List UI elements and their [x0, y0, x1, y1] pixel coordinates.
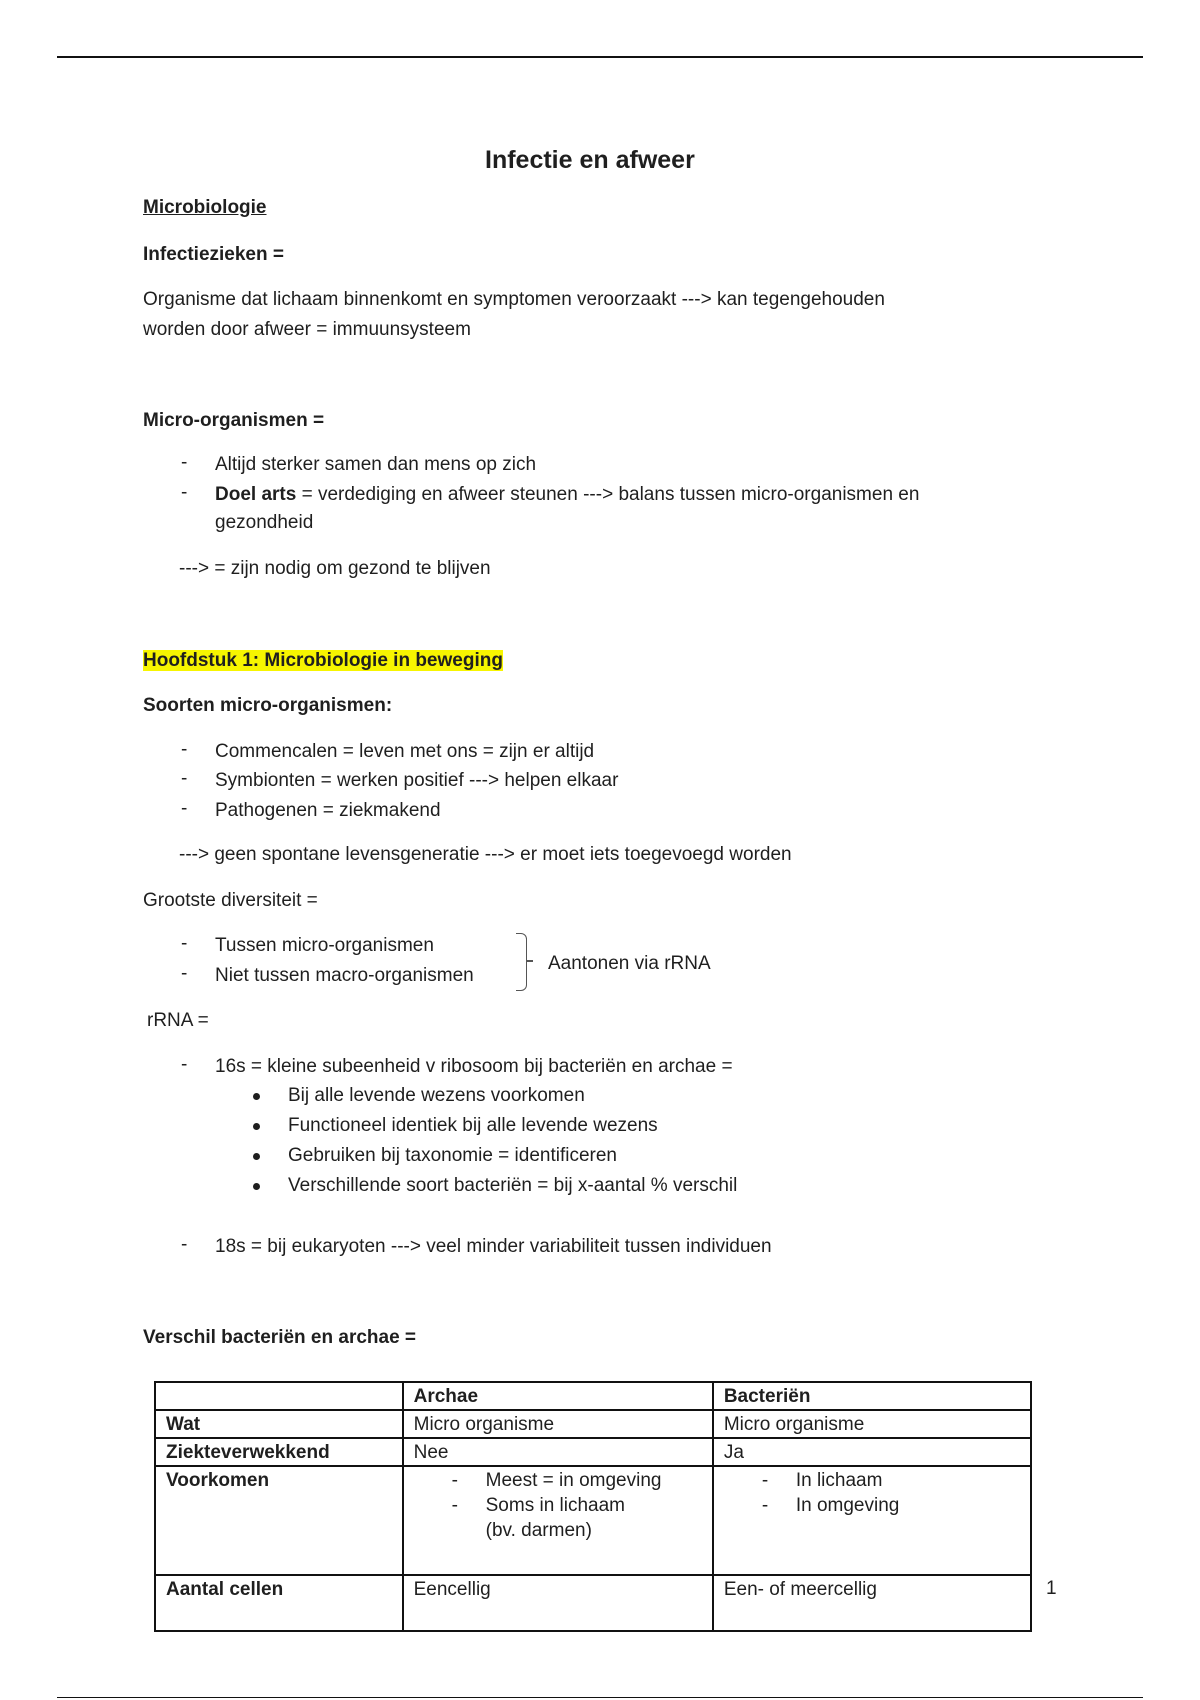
- bottom-rule: [57, 1697, 1143, 1698]
- brace-label: Aantonen via rRNA: [548, 953, 711, 974]
- arrow-note: ---> geen spontane levensgeneratie ---> er moet iets toegevoegd worden: [179, 844, 792, 865]
- top-rule: [57, 56, 1143, 58]
- list-item: 18s = bij eukaryoten ---> veel minder variabiliteit tussen individuen: [215, 1236, 772, 1257]
- bullet-dot: [253, 1123, 260, 1130]
- list-item-text: = verdediging en afweer steunen ---> balans tussen micro-organismen en: [296, 484, 920, 505]
- comparison-table: [154, 1381, 1032, 1632]
- dash-marker: -: [761, 1470, 769, 1491]
- row-header-voorkomen: Voorkomen: [155, 1466, 403, 1575]
- heading-soorten: Soorten micro-organismen:: [143, 695, 393, 716]
- table-cell: Een- of meercellig: [713, 1575, 1031, 1631]
- sub-list-item: Functioneel identiek bij alle levende wezens: [288, 1115, 658, 1136]
- table-header-row: [155, 1382, 1031, 1410]
- dash-marker: -: [181, 739, 188, 760]
- list-item: 16s = kleine subeenheid v ribosoom bij bacteriën en archae =: [215, 1056, 733, 1077]
- dash-marker: -: [181, 1054, 188, 1075]
- heading-verschil: Verschil bacteriën en archae =: [143, 1327, 417, 1348]
- sub-list-item: Bij alle levende wezens voorkomen: [288, 1085, 585, 1106]
- heading-infectiezieken: Infectiezieken =: [143, 244, 284, 265]
- cell-list-item: [724, 1493, 1020, 1518]
- heading-diversiteit: Grootste diversiteit =: [143, 890, 318, 911]
- dash-marker: -: [181, 798, 188, 819]
- table-cell: Ja: [713, 1438, 1031, 1466]
- table-cell: Nee: [403, 1438, 713, 1466]
- cell-list-text: (bv. darmen): [485, 1520, 592, 1541]
- table-corner-cell: [155, 1382, 403, 1410]
- table-row: [155, 1438, 1031, 1466]
- cell-list-text: Meest = in omgeving: [485, 1470, 662, 1491]
- table-cell: Micro organisme: [713, 1410, 1031, 1438]
- bullet-dot: [253, 1153, 260, 1160]
- highlighted-chapter-title: Hoofdstuk 1: Microbiologie in beweging: [143, 650, 503, 671]
- bullet-dot: [253, 1183, 260, 1190]
- arrow-note: ---> = zijn nodig om gezond te blijven: [179, 558, 491, 579]
- sub-list-item: Verschillende soort bacteriën = bij x-aantal % verschil: [288, 1175, 738, 1196]
- cell-list-item-cont: [414, 1518, 702, 1543]
- heading-micro-organismen: Micro-organismen =: [143, 410, 325, 431]
- list-item: Altijd sterker samen dan mens op zich: [215, 454, 537, 475]
- dash-marker: -: [181, 482, 188, 503]
- sub-list-item: Gebruiken bij taxonomie = identificeren: [288, 1145, 617, 1166]
- table-row: [155, 1410, 1031, 1438]
- dash-marker: -: [451, 1470, 458, 1491]
- dash-marker: -: [181, 768, 188, 789]
- chapter-heading: [143, 650, 503, 672]
- list-item: Tussen micro-organismen: [215, 935, 434, 956]
- table-row: [155, 1575, 1031, 1631]
- curly-brace: [516, 933, 527, 991]
- dash-marker: -: [181, 933, 188, 954]
- table-cell: [403, 1466, 713, 1575]
- dash-marker: -: [451, 1495, 458, 1516]
- cell-list: [724, 1468, 1020, 1518]
- cell-list-text: In omgeving: [795, 1495, 900, 1516]
- cell-list-item: [724, 1468, 1020, 1493]
- cell-list-item: [414, 1493, 702, 1518]
- dash-marker: -: [181, 963, 188, 984]
- table-cell: Micro organisme: [403, 1410, 713, 1438]
- row-header-ziekteverwekkend: Ziekteverwekkend: [155, 1438, 403, 1466]
- table-cell: [713, 1466, 1031, 1575]
- list-item: Commencalen = leven met ons = zijn er altijd: [215, 741, 595, 762]
- dash-marker: -: [181, 1234, 188, 1255]
- paragraph-line: Organisme dat lichaam binnenkomt en symptomen veroorzaakt ---> kan tegengehouden: [143, 289, 885, 310]
- cell-list-text: In lichaam: [795, 1470, 883, 1491]
- bullet-dot: [253, 1093, 260, 1100]
- list-item: [215, 482, 919, 508]
- cell-list-item: [414, 1468, 702, 1493]
- column-header-bacterien: Bacteriën: [713, 1382, 1031, 1410]
- brace-tick: [527, 960, 533, 962]
- column-header-archae: Archae: [403, 1382, 713, 1410]
- cell-list: [414, 1468, 702, 1543]
- cell-list-text: Soms in lichaam: [485, 1495, 626, 1516]
- list-item: Symbionten = werken positief ---> helpen elkaar: [215, 770, 619, 791]
- row-header-wat: Wat: [155, 1410, 403, 1438]
- list-item: Niet tussen macro-organismen: [215, 965, 474, 986]
- bold-label: Doel arts: [215, 484, 297, 505]
- table-cell: Eencellig: [403, 1575, 713, 1631]
- section-heading-microbiologie: Microbiologie: [143, 197, 267, 218]
- list-item: Pathogenen = ziekmakend: [215, 800, 441, 821]
- heading-rrna: rRNA =: [147, 1010, 209, 1031]
- page-title: Infectie en afweer: [485, 146, 695, 174]
- dash-marker: -: [761, 1495, 769, 1516]
- page-number: 1: [1046, 1578, 1057, 1599]
- row-header-aantal-cellen: Aantal cellen: [155, 1575, 403, 1631]
- paragraph-line: worden door afweer = immuunsysteem: [143, 319, 471, 340]
- dash-marker: -: [181, 452, 188, 473]
- table-row: [155, 1466, 1031, 1575]
- list-item-cont: gezondheid: [215, 512, 314, 533]
